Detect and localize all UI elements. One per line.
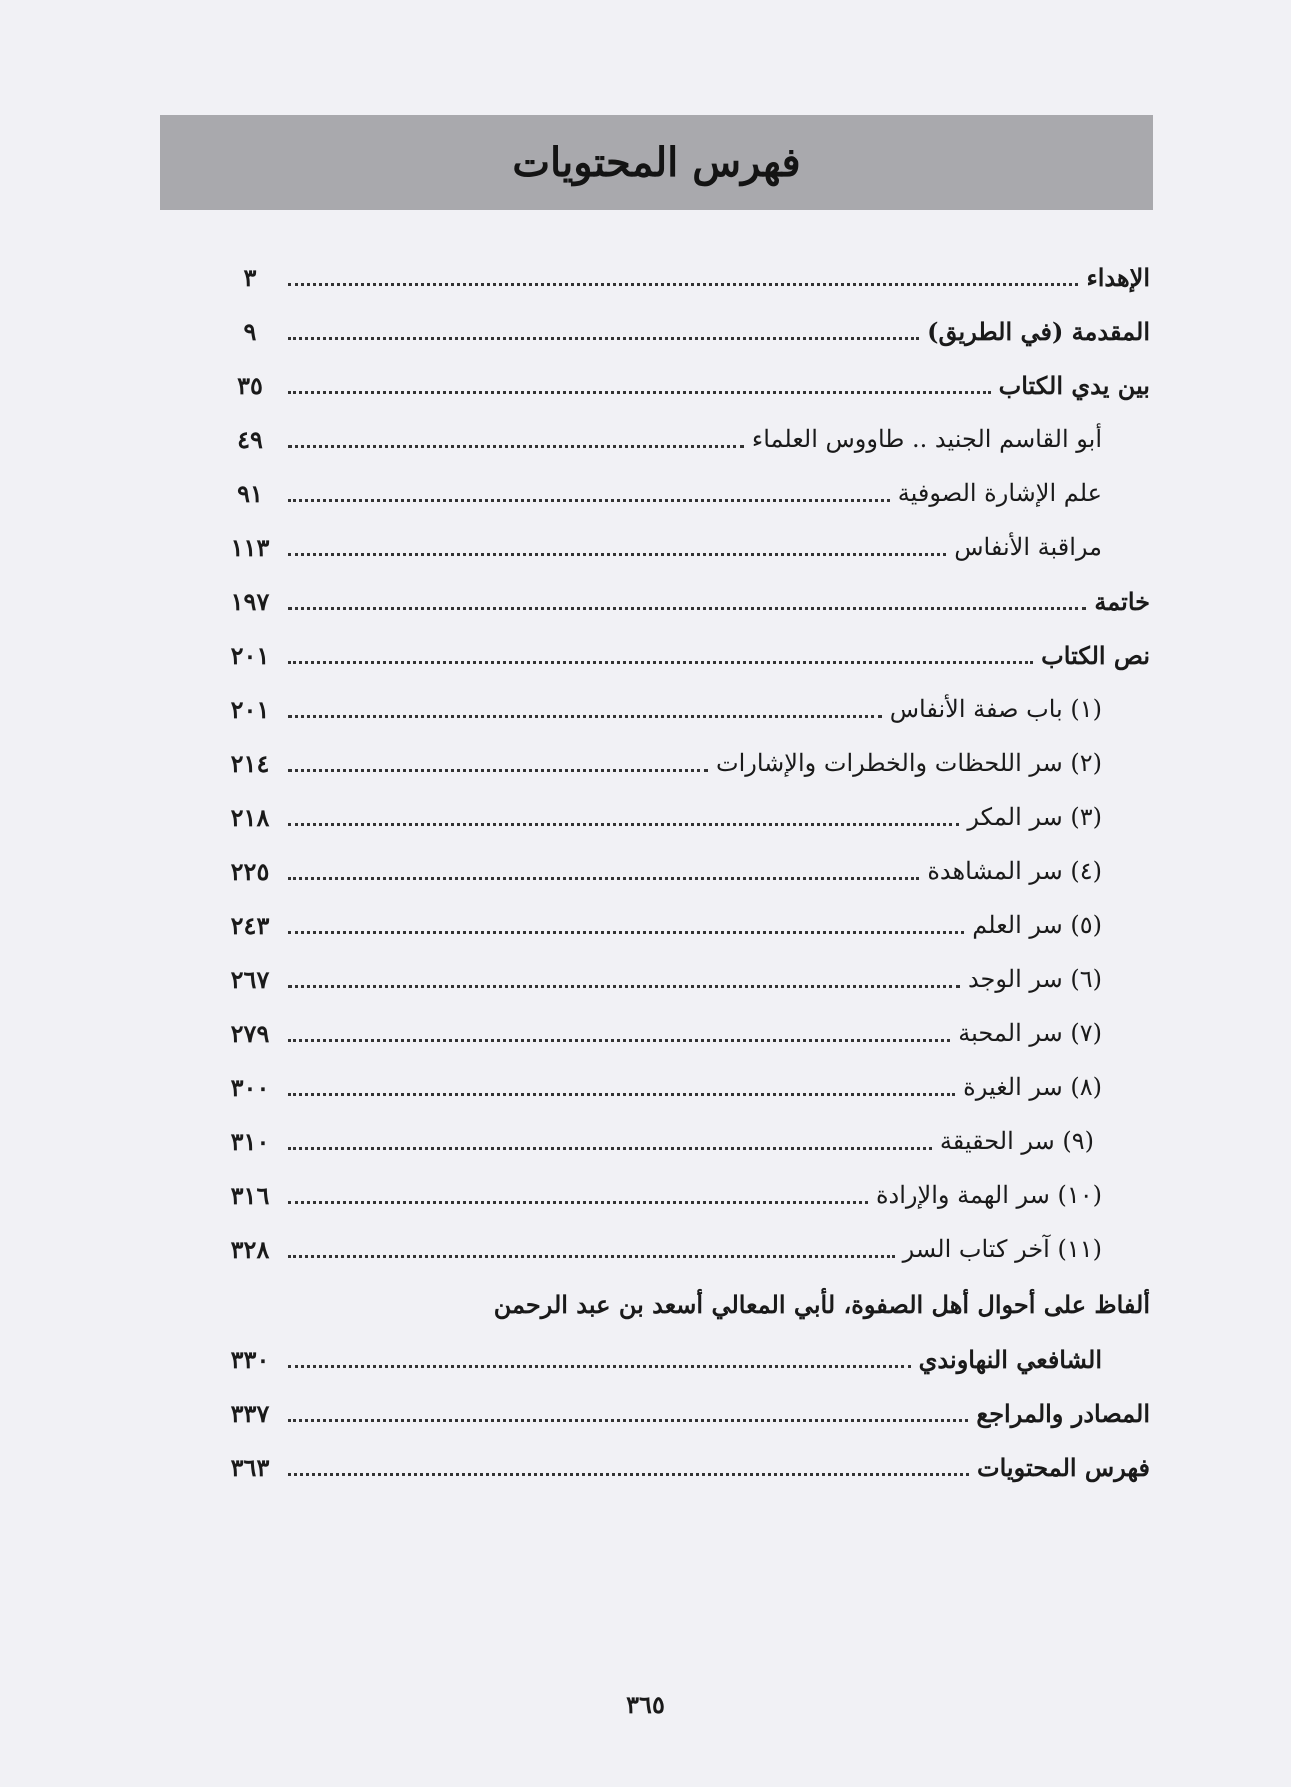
toc-entry-chapter-1[interactable] — [220, 682, 1150, 736]
toc-entry-label: (٤) سر المشاهدة — [927, 857, 1102, 885]
toc-entry-label: (٥) سر العلم — [972, 911, 1102, 939]
toc-entry-page: ٣٠٠ — [230, 1072, 270, 1102]
toc-entry-page: ٢٢٥ — [230, 856, 270, 886]
toc-entry-junayd[interactable] — [220, 412, 1150, 466]
toc-entry-chapter-4[interactable] — [220, 844, 1150, 898]
leader-dots — [288, 1241, 895, 1258]
toc-entry-chapter-10[interactable] — [220, 1168, 1150, 1222]
leader-dots — [288, 809, 959, 826]
toc-entry-references[interactable] — [220, 1386, 1150, 1440]
toc-entry-page: ٢١٤ — [230, 748, 270, 778]
toc-entry-label: (٧) سر المحبة — [958, 1019, 1102, 1047]
toc-entry-label: (١٠) سر الهمة والإرادة — [875, 1181, 1102, 1209]
toc-entry-page: ٣٦٣ — [230, 1452, 270, 1482]
leader-dots — [288, 1351, 911, 1368]
toc-entry-page: ٢١٨ — [230, 802, 270, 832]
toc-entry-label: أبو القاسم الجنيد .. طاووس العلماء — [751, 425, 1102, 453]
toc-entry-page: ٣٣٠ — [230, 1344, 270, 1374]
leader-dots — [288, 971, 960, 988]
toc-entry-page: ٣٥ — [237, 370, 263, 400]
toc-entry-label: المقدمة (في الطريق) — [927, 316, 1150, 346]
toc-entry-label: علم الإشارة الصوفية — [897, 479, 1102, 507]
leader-dots — [288, 863, 919, 880]
toc-entry-label: (٨) سر الغيرة — [963, 1073, 1102, 1101]
leader-dots — [288, 1079, 955, 1096]
leader-dots — [288, 1459, 969, 1476]
toc-entry-contents[interactable] — [220, 1440, 1150, 1494]
toc-entry-label: ألفاظ على أحوال أهل الصفوة، لأبي المعالي أسعد بن عبد الرحمن — [493, 1289, 1150, 1319]
toc-entry-page: ٣ — [243, 262, 257, 292]
toc-entry-label: (١١) آخر كتاب السر — [902, 1235, 1102, 1263]
leader-dots — [288, 269, 1078, 286]
toc-entry-page: ٣٢٨ — [230, 1234, 270, 1264]
toc-entry-page: ٣٣٧ — [230, 1398, 270, 1428]
table-of-contents — [220, 250, 1150, 1494]
toc-entry-page: ٢٧٩ — [230, 1018, 270, 1048]
leader-dots — [288, 917, 964, 934]
toc-entry-label: خاتمة — [1094, 586, 1150, 616]
toc-entry-introduction[interactable] — [220, 304, 1150, 358]
leader-dots — [288, 323, 919, 340]
toc-entry-chapter-6[interactable] — [220, 952, 1150, 1006]
toc-entry-page: ٩١ — [237, 478, 263, 508]
toc-title-bar — [160, 115, 1153, 210]
leader-dots — [288, 485, 890, 502]
toc-entry-breath-watching[interactable] — [220, 520, 1150, 574]
toc-entry-page: ٢٤٣ — [230, 910, 270, 940]
page-number: ٣٦٥ — [626, 1690, 665, 1719]
toc-entry-chapter-3[interactable] — [220, 790, 1150, 844]
toc-entry-book-text[interactable] — [220, 628, 1150, 682]
toc-entry-label: الشافعي النهاوندي — [918, 1344, 1102, 1374]
toc-entry-dedication[interactable] — [220, 250, 1150, 304]
leader-dots — [288, 701, 882, 718]
toc-entry-label: مراقبة الأنفاس — [954, 533, 1102, 561]
toc-entry-chapter-2[interactable] — [220, 736, 1150, 790]
toc-entry-page: ٢٦٧ — [230, 964, 270, 994]
toc-entry-page: ٣١٠ — [230, 1126, 270, 1156]
toc-entry-label: (٦) سر الوجد — [967, 965, 1102, 993]
leader-dots — [288, 755, 708, 772]
toc-entry-chapter-8[interactable] — [220, 1060, 1150, 1114]
toc-entry-appendix-heading[interactable] — [220, 1276, 1150, 1332]
toc-entry-label: بين يدي الكتاب — [998, 370, 1150, 400]
leader-dots — [288, 1133, 932, 1150]
toc-entry-label: (٢) سر اللحظات والخطرات والإشارات — [716, 749, 1102, 777]
toc-entry-label: (٩) سر الحقيقة — [939, 1127, 1094, 1155]
leader-dots — [288, 539, 946, 556]
toc-entry-label: الإهداء — [1086, 262, 1150, 292]
toc-entry-label: المصادر والمراجع — [976, 1398, 1150, 1428]
toc-entry-appendix[interactable] — [220, 1332, 1150, 1386]
toc-entry-label: فهرس المحتويات — [976, 1452, 1150, 1482]
leader-dots — [288, 1405, 968, 1422]
leader-dots — [288, 431, 744, 448]
toc-entry-chapter-7[interactable] — [220, 1006, 1150, 1060]
toc-entry-sufi-allusion[interactable] — [220, 466, 1150, 520]
toc-entry-conclusion[interactable] — [220, 574, 1150, 628]
leader-dots — [288, 647, 1033, 664]
toc-entry-page: ٤٩ — [237, 424, 263, 454]
toc-entry-page: ٩ — [243, 316, 257, 346]
toc-entry-chapter-9[interactable] — [220, 1114, 1150, 1168]
toc-entry-page: ١١٣ — [230, 532, 270, 562]
toc-entry-page: ٢٠١ — [230, 640, 270, 670]
leader-dots — [288, 1187, 868, 1204]
toc-entry-before-the-book[interactable] — [220, 358, 1150, 412]
toc-entry-page: ١٩٧ — [230, 586, 270, 616]
toc-entry-label: (٣) سر المكر — [967, 803, 1102, 831]
leader-dots — [288, 1025, 950, 1042]
toc-entry-page: ٢٠١ — [230, 694, 270, 724]
toc-entry-label: (١) باب صفة الأنفاس — [889, 695, 1102, 723]
toc-entry-chapter-11[interactable] — [220, 1222, 1150, 1276]
toc-entry-chapter-5[interactable] — [220, 898, 1150, 952]
leader-dots — [288, 593, 1086, 610]
leader-dots — [288, 377, 991, 394]
page-title: فهرس المحتويات — [512, 139, 801, 186]
toc-entry-page: ٣١٦ — [230, 1180, 270, 1210]
toc-entry-label: نص الكتاب — [1041, 640, 1150, 670]
